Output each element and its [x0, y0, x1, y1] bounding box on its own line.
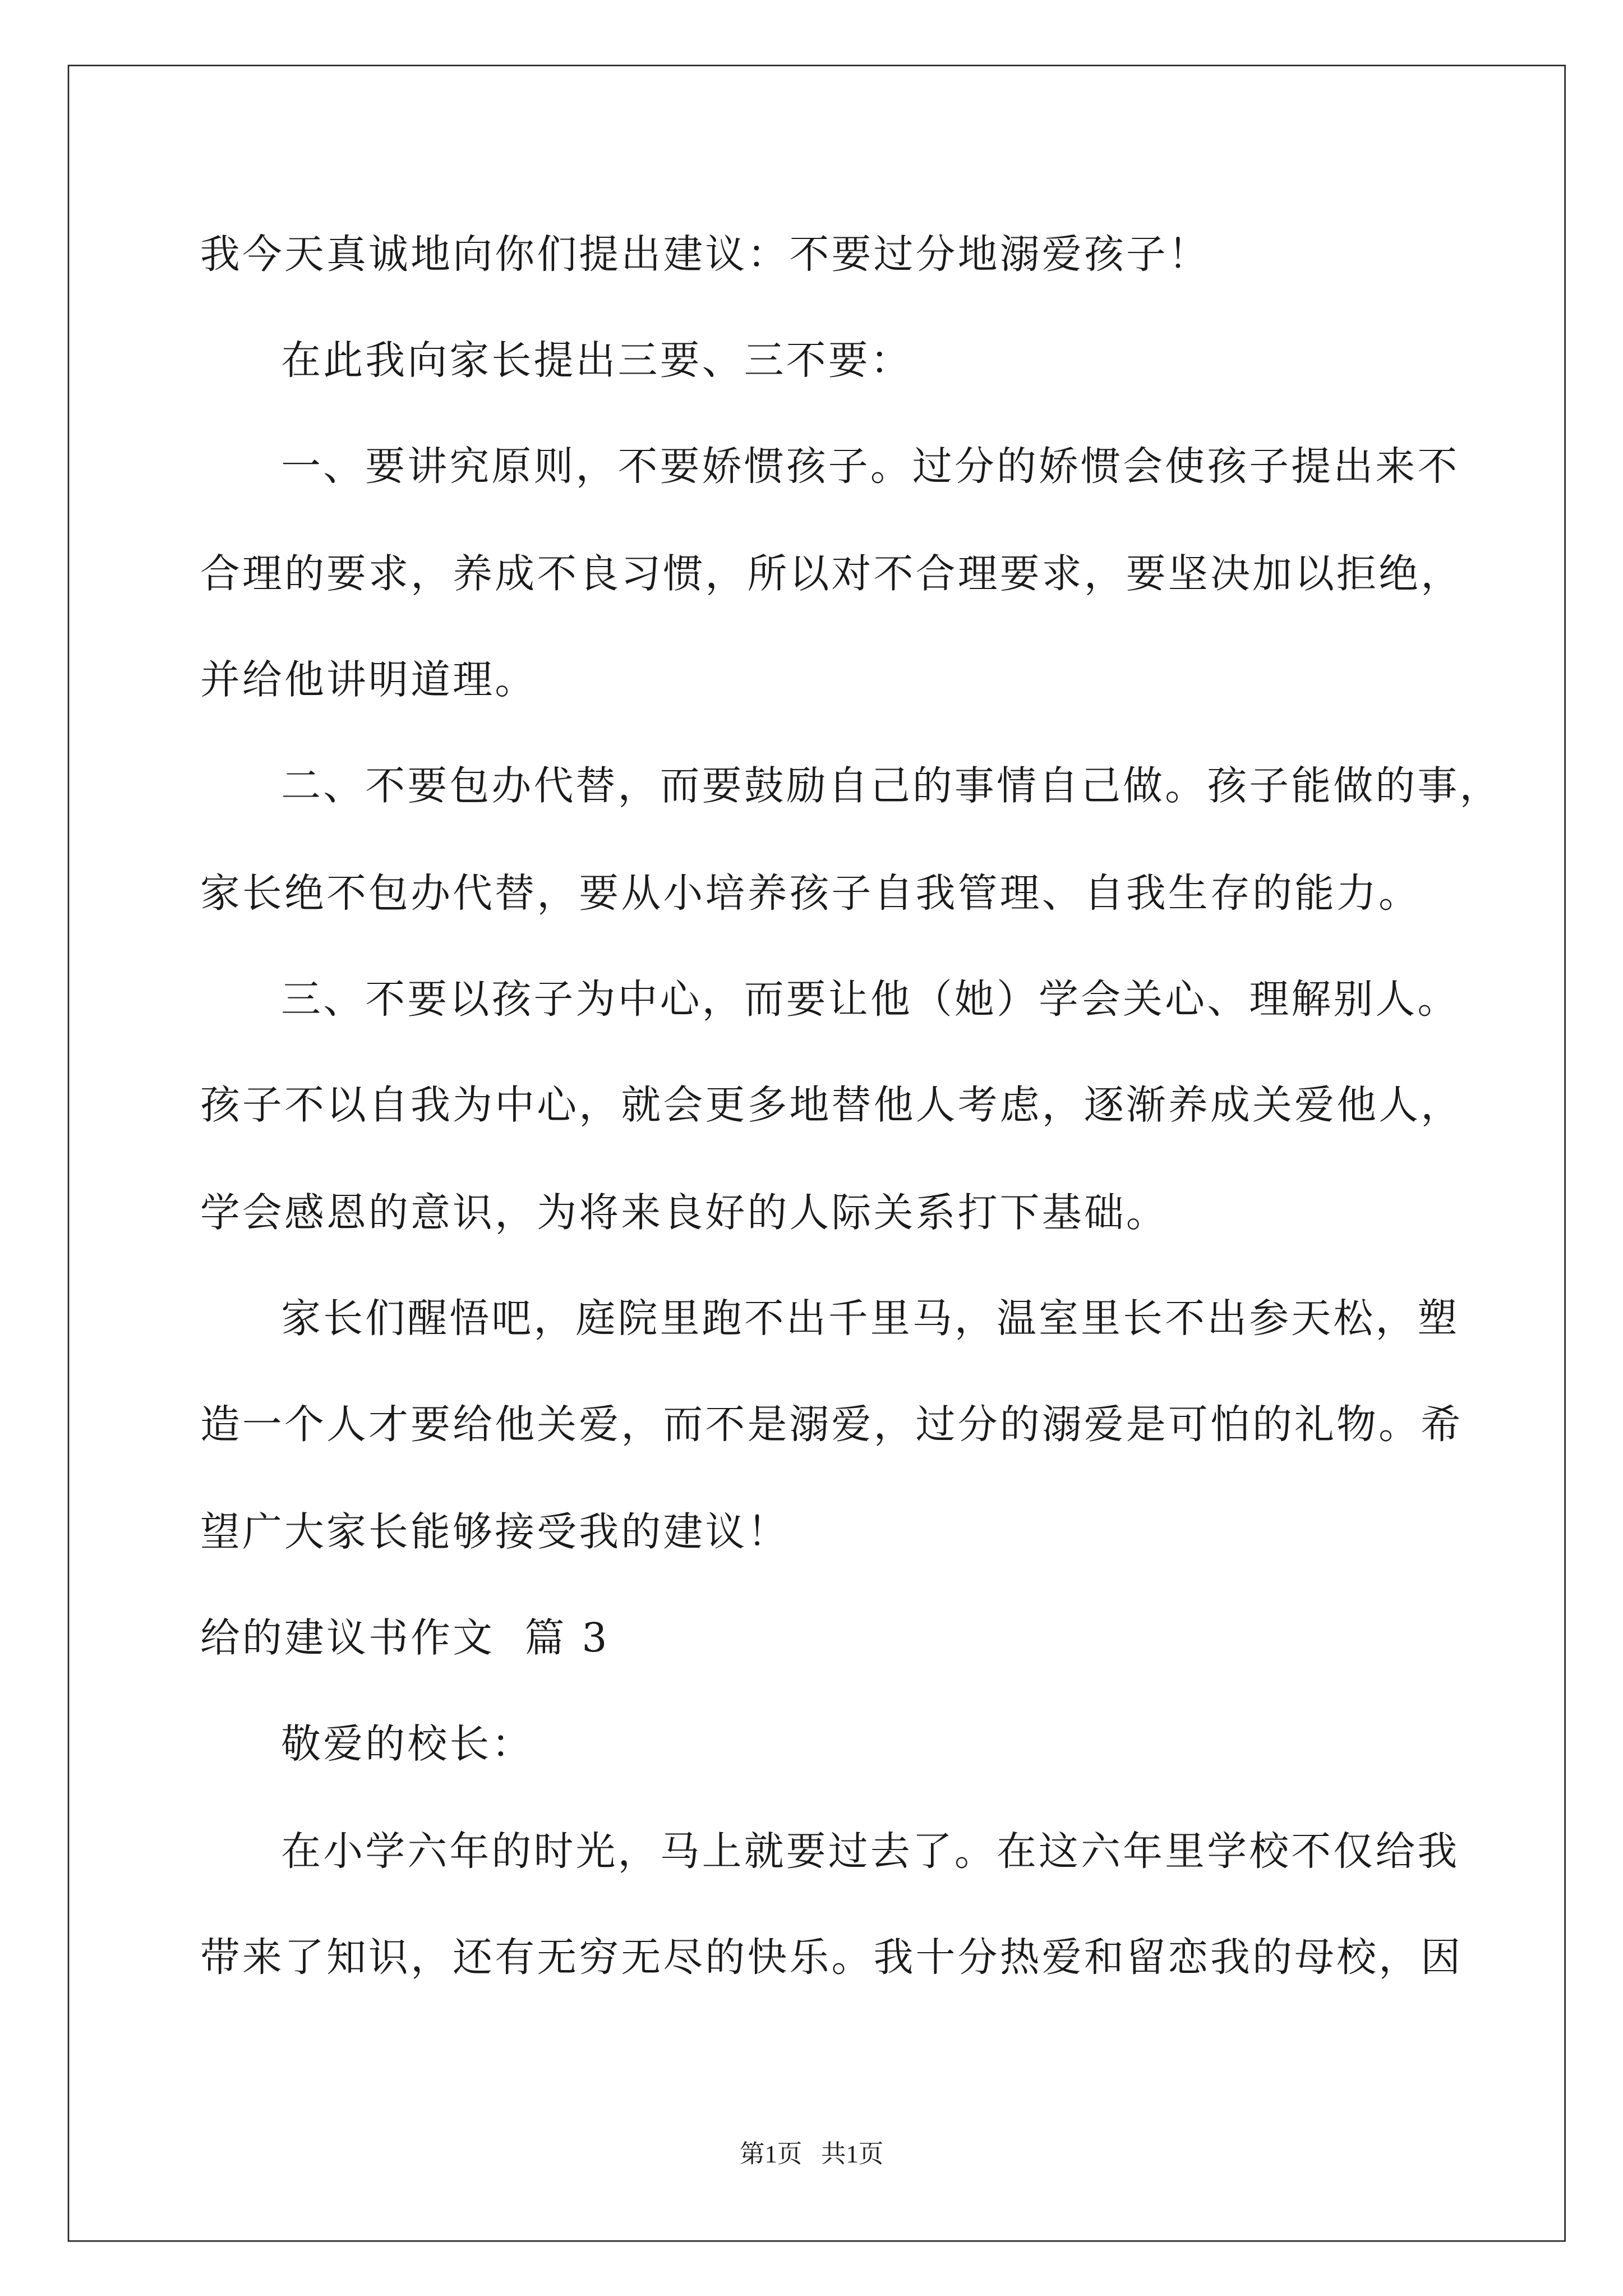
salutation: 敬爱的校长：	[281, 1722, 534, 1768]
text-line: 合理的要求，养成不良习惯，所以对不合理要求，要坚决加以拒绝，	[200, 552, 1463, 598]
text-line: 一、要讲究原则，不要娇惯孩子。过分的娇惯会使孩子提出来不	[281, 444, 1460, 490]
text-line: 二、不要包办代替，而要鼓励自己的事情自己做。孩子能做的事，	[281, 763, 1502, 810]
text-line: 学会感恩的意识，为将来良好的人际关系打下基础。	[200, 1190, 1168, 1237]
text-line: 家长们醒悟吧，庭院里跑不出千里马，温室里长不出参天松，塑	[281, 1296, 1460, 1343]
text-line: 并给他讲明道理。	[200, 657, 537, 704]
text-line: 造一个人才要给他关爱，而不是溺爱，过分的溺爱是可怕的礼物。希	[200, 1402, 1463, 1449]
text-line: 三、不要以孩子为中心，而要让他（她）学会关心、理解别人。	[281, 977, 1460, 1023]
text-line: 孩子不以自我为中心，就会更多地替他人考虑，逐渐养成关爱他人，	[200, 1083, 1463, 1129]
text-line: 在此我向家长提出三要、三不要：	[281, 338, 912, 384]
text-line: 在小学六年的时光，马上就要过去了。在这六年里学校不仅给我	[281, 1829, 1460, 1875]
page-number-footer: 第1页 共1页	[739, 2140, 884, 2169]
text-line: 带来了知识，还有无穷无尽的快乐。我十分热爱和留恋我的母校，因	[200, 1935, 1463, 1981]
text-line: 我今天真诚地向你们提出建议：不要过分地溺爱孩子！	[200, 232, 1210, 278]
section-heading: 给的建议书作文 篇 3	[200, 1616, 610, 1662]
text-line: 望广大家长能够接受我的建议！	[200, 1510, 790, 1556]
text-line: 家长绝不包办代替，要从小培养孩子自我管理、自我生存的能力。	[200, 871, 1421, 917]
page-border	[68, 65, 1566, 2242]
